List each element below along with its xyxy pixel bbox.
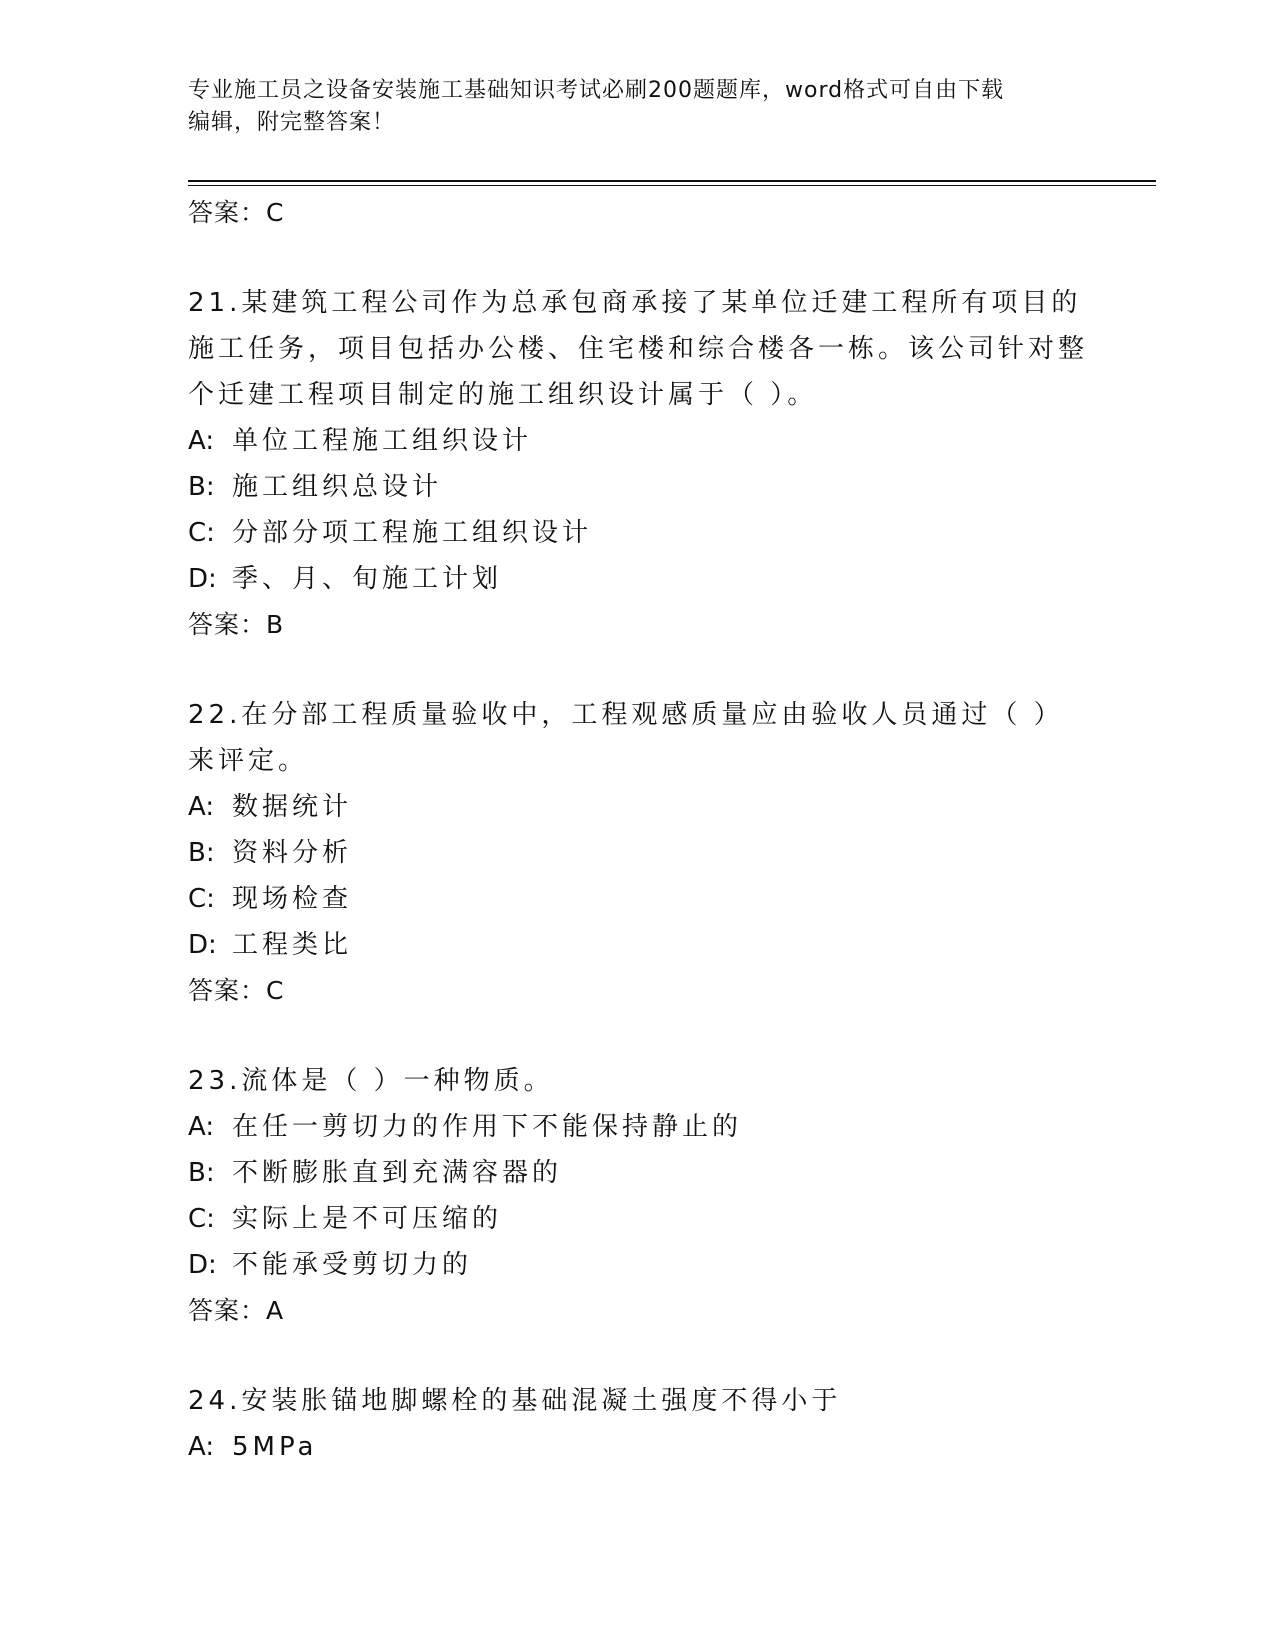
option-letter: D:	[188, 564, 217, 594]
answer-21: 答案：B	[188, 610, 285, 639]
answer-23: 答案：A	[188, 1296, 285, 1325]
option-text: 单位工程施工组织设计	[232, 426, 533, 456]
option-letter: D:	[188, 1250, 217, 1280]
option-letter: C:	[188, 884, 215, 914]
question-21-text: 21.某建筑工程公司作为总承包商承接了某单位迁建工程所有项目的施工任务，项目包括办公楼、住宅楼和综合楼各一栋。该公司针对整个迁建工程项目制定的施工组织设计属于（ ）。	[188, 288, 1089, 410]
option-letter: A:	[188, 1112, 215, 1142]
question-22-text: 22.在分部工程质量验收中，工程观感质量应由验收人员通过（ ）来评定。	[188, 700, 1064, 776]
answer-22: 答案：C	[188, 976, 285, 1005]
option-text: 数据统计	[232, 792, 353, 822]
option-letter: A:	[188, 426, 215, 456]
header-title-line-2: 编辑，附完整答案！	[188, 110, 396, 135]
option-text: 分部分项工程施工组织设计	[232, 518, 593, 548]
option-text: 在任一剪切力的作用下不能保持静止的	[232, 1112, 743, 1142]
option-letter: B:	[188, 838, 215, 868]
header-divider-thin	[188, 185, 1156, 186]
option-21-b	[188, 464, 1088, 510]
option-text: 不能承受剪切力的	[232, 1250, 473, 1280]
option-22-a	[188, 784, 1088, 830]
option-21-a	[188, 418, 1088, 464]
option-24-a	[188, 1424, 1088, 1470]
previous-answer: 答案：C	[188, 198, 285, 227]
option-letter: C:	[188, 1204, 215, 1234]
option-21-d	[188, 556, 1088, 602]
option-23-a	[188, 1104, 1088, 1150]
option-text: 施工组织总设计	[232, 472, 443, 502]
option-23-b	[188, 1150, 1088, 1196]
option-letter: C:	[188, 518, 215, 548]
option-text: 资料分析	[232, 838, 353, 868]
option-letter: D:	[188, 930, 217, 960]
option-text: 工程类比	[232, 930, 353, 960]
question-23-text: 23.流体是（ ）一种物质。	[188, 1066, 554, 1096]
option-22-d	[188, 922, 1088, 968]
option-text: 5MPa	[232, 1432, 318, 1462]
page-header	[188, 75, 1088, 139]
option-letter: A:	[188, 792, 215, 822]
option-text: 现场检查	[232, 884, 353, 914]
header-title-line-1: 专业施工员之设备安装施工基础知识考试必刷200题题库，word格式可自由下载	[188, 78, 1005, 103]
option-letter: B:	[188, 472, 215, 502]
option-22-b	[188, 830, 1088, 876]
option-21-c	[188, 510, 1088, 556]
option-23-c	[188, 1196, 1088, 1242]
option-text: 实际上是不可压缩的	[232, 1204, 503, 1234]
option-text: 不断膨胀直到充满容器的	[232, 1158, 563, 1188]
option-22-c	[188, 876, 1088, 922]
question-list	[188, 190, 1088, 1470]
option-text: 季、月、旬施工计划	[232, 564, 503, 594]
option-23-d	[188, 1242, 1088, 1288]
header-divider	[188, 180, 1156, 182]
question-24-text: 24.安装胀锚地脚螺栓的基础混凝土强度不得小于	[188, 1386, 842, 1416]
option-letter: A:	[188, 1432, 215, 1462]
option-letter: B:	[188, 1158, 215, 1188]
